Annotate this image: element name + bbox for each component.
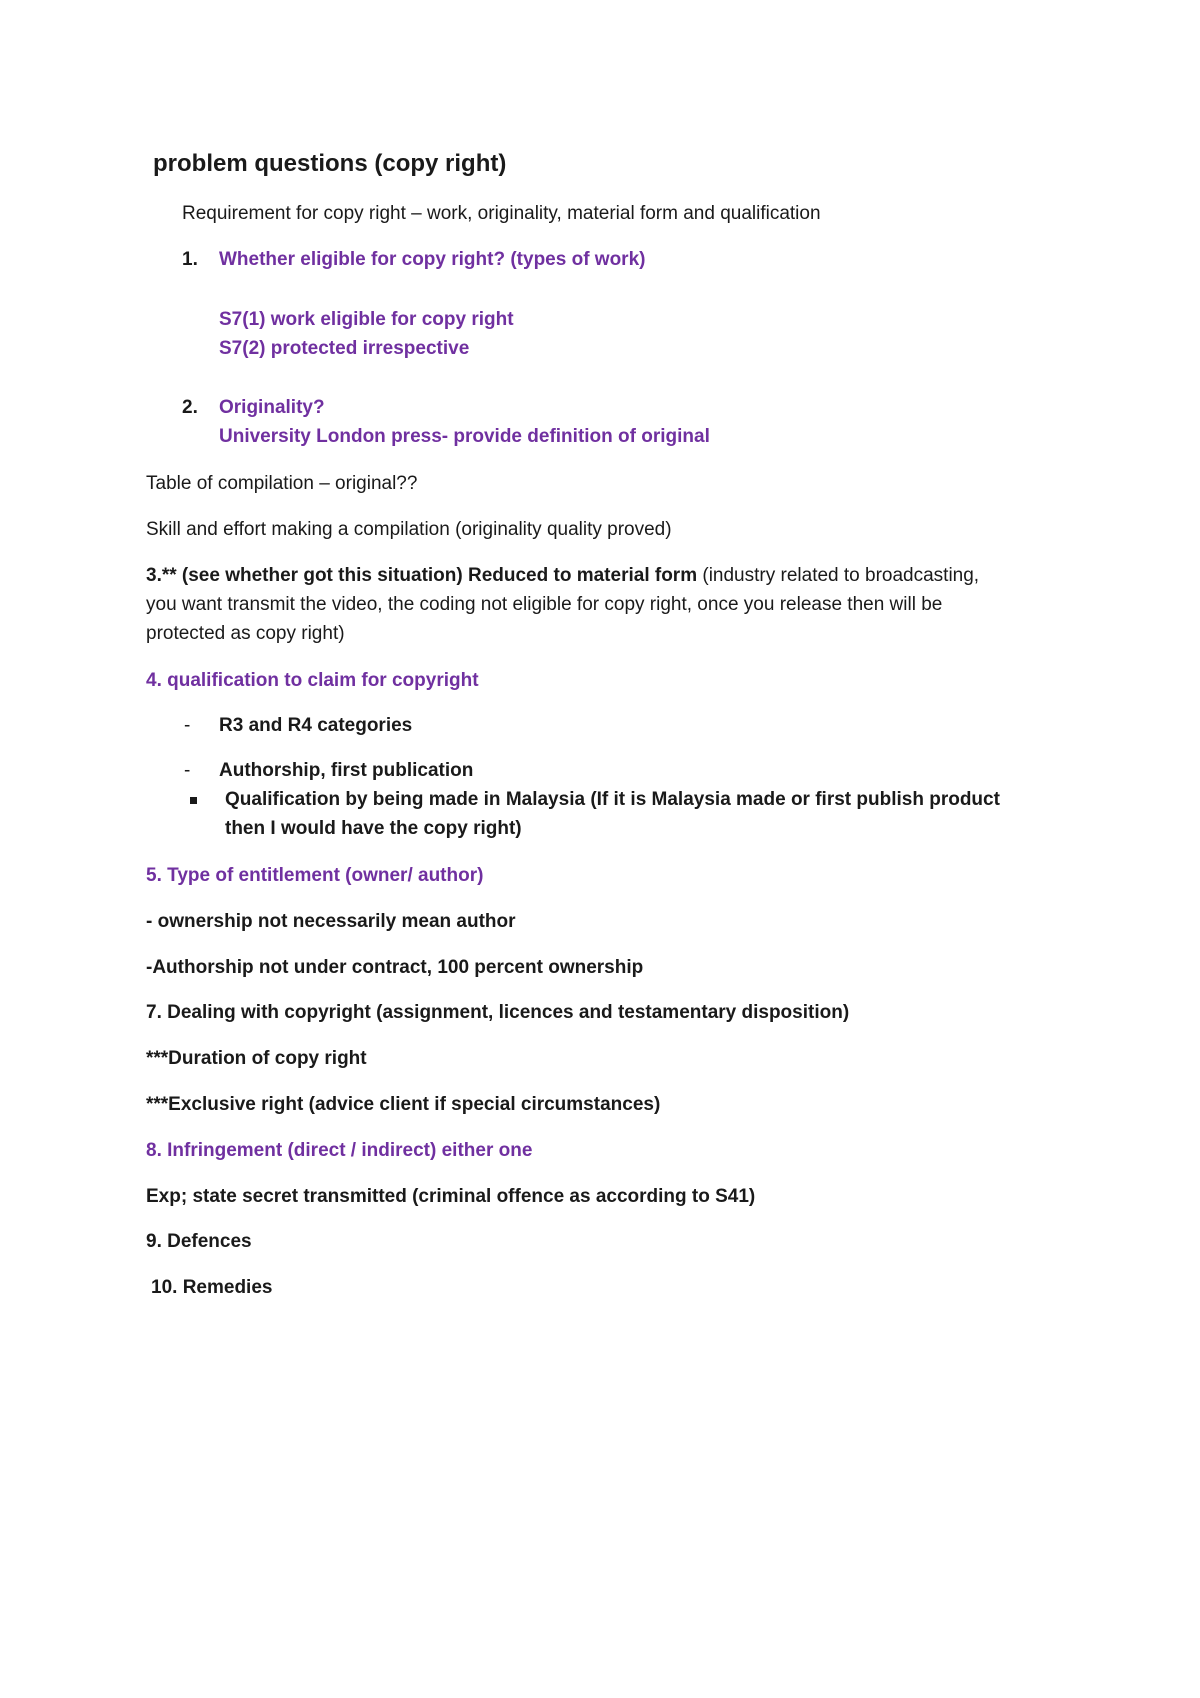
item1-s72: S7(2) protected irrespective [219,338,470,359]
item4-heading: 4. qualification to claim for copyright [146,670,479,691]
item1-s71: S7(1) work eligible for copy right [219,309,514,330]
item5-heading: 5. Type of entitlement (owner/ author) [146,865,484,886]
item1-number: 1. [182,249,198,270]
item5-point2: -Authorship not under contract, 100 percent ownership [146,957,644,978]
item8-example: Exp; state secret transmitted (criminal offence as according to S41) [146,1186,756,1207]
compilation-text: Table of compilation – original?? [146,473,418,494]
item5-point1: - ownership not necessarily mean author [146,911,516,932]
item4-sub2: then I would have the copy right) [225,818,522,839]
item3-normal: (industry related to broadcasting, [697,565,980,586]
item3-line3: protected as copy right) [146,623,345,644]
item10-heading: 10. Remedies [151,1277,273,1298]
item7-heading: 7. Dealing with copyright (assignment, licences and testamentary disposition) [146,1002,850,1023]
item3-bold: 3.** (see whether got this situation) Reduced to material form [146,565,698,586]
item4-dash-1: - [184,715,191,736]
item3-line1 [146,561,979,590]
item8-heading: 8. Infringement (direct / indirect) either one [146,1140,533,1161]
item2-number: 2. [182,397,198,418]
item3-line2: you want transmit the video, the coding not eligible for copy right, once you release then will be [146,594,943,615]
duration-text: ***Duration of copy right [146,1048,367,1069]
square-bullet-icon [190,797,197,804]
item4-dash-2: - [184,760,191,781]
page-title: problem questions (copy right) [153,150,507,177]
exclusive-text: ***Exclusive right (advice client if special circumstances) [146,1094,661,1115]
item4-bullet1: R3 and R4 categories [219,715,413,736]
item9-heading: 9. Defences [146,1231,252,1252]
skill-text: Skill and effort making a compilation (originality quality proved) [146,519,672,540]
requirement-text: Requirement for copy right – work, originality, material form and qualification [182,203,821,224]
item4-sub1: Qualification by being made in Malaysia (If it is Malaysia made or first publish product [225,789,1000,810]
item1-heading: Whether eligible for copy right? (types of work) [219,249,646,270]
item2-heading: Originality? [219,397,325,418]
item2-sub: University London press- provide definition of original [219,426,710,447]
item4-bullet2: Authorship, first publication [219,760,474,781]
